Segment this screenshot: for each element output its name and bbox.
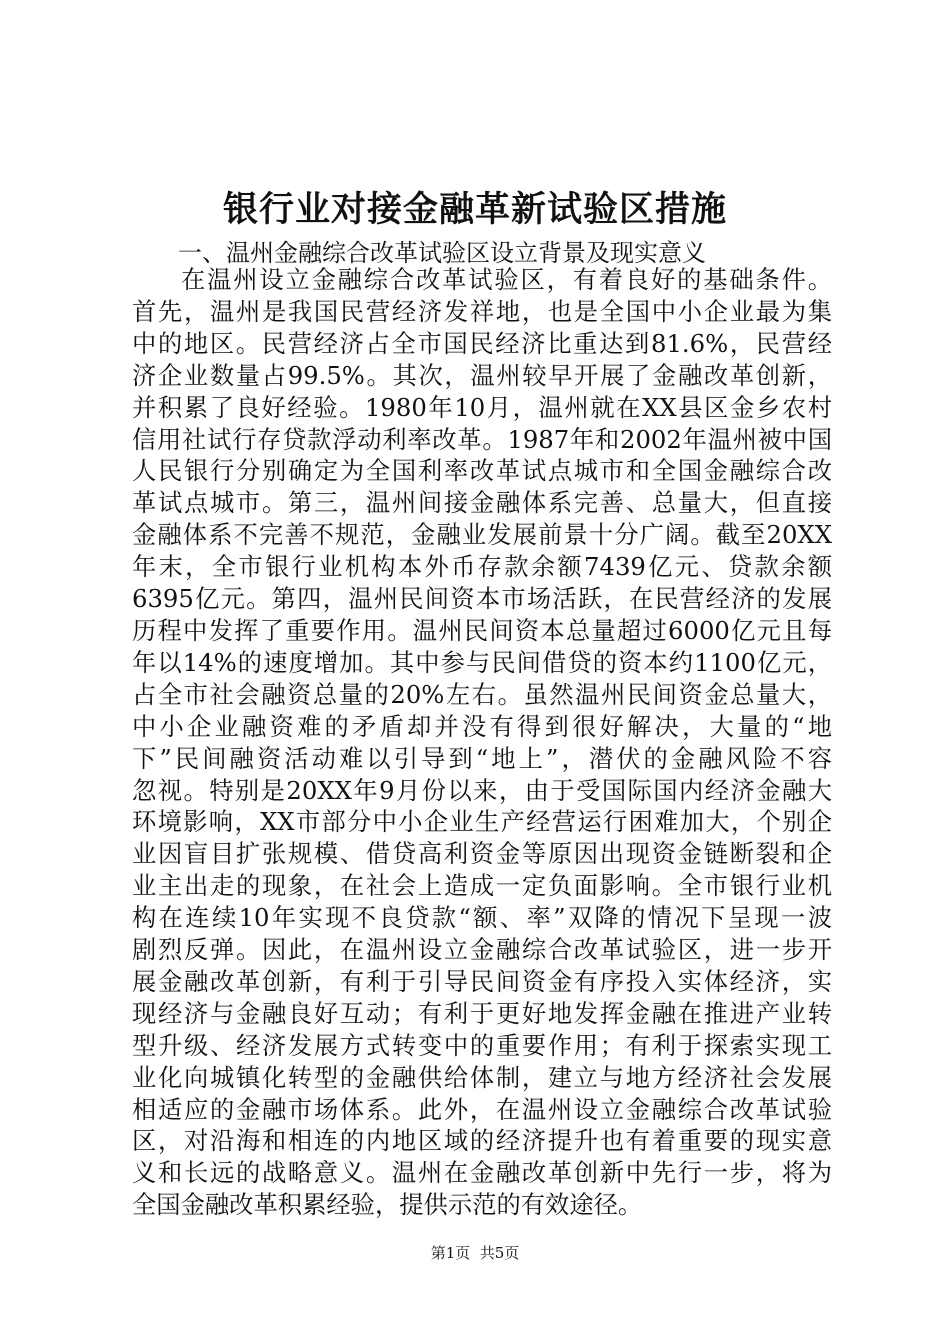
section-heading: 一、温州金融综合改革试验区设立背景及现实意义 xyxy=(178,239,706,267)
body-line: 构在连续10年实现不良贷款“额、率”双降的情况下呈现一波 xyxy=(132,903,832,933)
body-line: 展金融改革创新，有利于引导民间资金有序投入实体经济，实 xyxy=(132,966,832,996)
body-line: 6395亿元。第四，温州民间资本市场活跃，在民营经济的发展 xyxy=(132,584,832,614)
body-line: 信用社试行存贷款浮动利率改革。1987年和2002年温州被中国 xyxy=(132,424,832,454)
body-line: 业主出走的现象，在社会上造成一定负面影响。全市银行业机 xyxy=(132,871,832,901)
body-line: 业因盲目扩张规模、借贷高利资金等原因出现资金链断裂和企 xyxy=(132,839,832,869)
body-line: 区，对沿海和相连的内地区域的经济提升也有着重要的现实意 xyxy=(132,1126,832,1156)
body-line: 济企业数量占99.5%。其次，温州较早开展了金融改革创新， xyxy=(132,360,832,390)
body-line: 现经济与金融良好互动；有利于更好地发挥金融在推进产业转 xyxy=(132,998,832,1028)
body-line: 中的地区。民营经济占全市国民经济比重达到81.6%，民营经 xyxy=(132,328,832,358)
body-line: 并积累了良好经验。1980年10月，温州就在XX县区金乡农村 xyxy=(132,392,832,422)
document-title: 银行业对接金融革新试验区措施 xyxy=(222,189,727,230)
body-line: 在温州设立金融综合改革试验区，有着良好的基础条件。 xyxy=(181,265,832,294)
body-line: 首先，温州是我国民营经济发祥地，也是全国中小企业最为集 xyxy=(132,296,832,326)
body-line: 相适应的金融市场体系。此外，在温州设立金融综合改革试验 xyxy=(132,1094,832,1124)
body-line: 义和长远的战略意义。温州在金融改革创新中先行一步，将为 xyxy=(132,1158,832,1188)
body-line: 年以14%的速度增加。其中参与民间借贷的资本约1100亿元， xyxy=(132,647,832,677)
body-line: 剧烈反弹。因此，在温州设立金融综合改革试验区，进一步开 xyxy=(132,935,832,965)
body-line: 业化向城镇化转型的金融供给体制，建立与地方经济社会发展 xyxy=(132,1062,832,1092)
body-line: 占全市社会融资总量的20%左右。虽然温州民间资金总量大， xyxy=(132,679,832,709)
body-line: 金融体系不完善不规范，金融业发展前景十分广阔。截至20XX xyxy=(132,520,832,550)
body-line: 下”民间融资活动难以引导到“地上”，潜伏的金融风险不容 xyxy=(132,743,832,773)
page-number-footer: 第1页 共5页 xyxy=(430,1244,520,1262)
body-paragraph xyxy=(132,264,832,1221)
body-line: 历程中发挥了重要作用。温州民间资本总量超过6000亿元且每 xyxy=(132,615,832,645)
body-line: 人民银行分别确定为全国利率改革试点城市和全国金融综合改 xyxy=(132,456,832,486)
body-line: 环境影响，XX市部分中小企业生产经营运行困难加大，个别企 xyxy=(132,807,832,837)
body-line: 革试点城市。第三，温州间接金融体系完善、总量大，但直接 xyxy=(132,488,832,518)
body-line: 年末，全市银行业机构本外币存款余额7439亿元、贷款余额 xyxy=(132,552,832,582)
body-line: 全国金融改革积累经验，提供示范的有效途径。 xyxy=(132,1190,643,1220)
body-line: 型升级、经济发展方式转变中的重要作用；有利于探索实现工 xyxy=(132,1030,832,1060)
body-line: 中小企业融资难的矛盾却并没有得到很好解决，大量的“地 xyxy=(132,711,832,741)
body-line: 忽视。特别是20XX年9月份以来，由于受国际国内经济金融大 xyxy=(132,775,832,805)
